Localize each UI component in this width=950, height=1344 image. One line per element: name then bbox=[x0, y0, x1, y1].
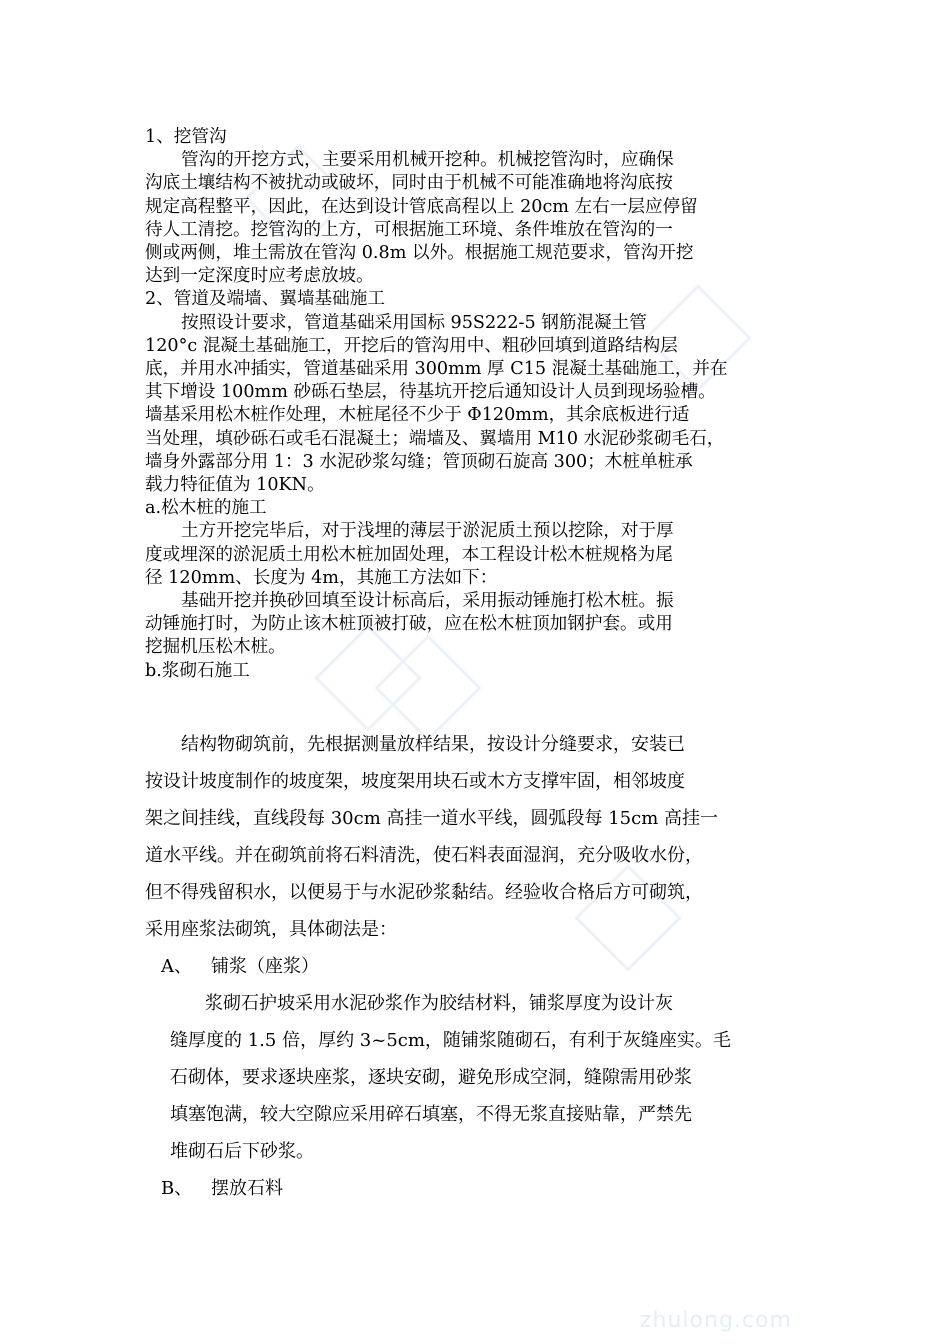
subheading-b bbox=[145, 1170, 835, 1207]
heading-2: 2、管道及端墙、翼墙基础施工 bbox=[145, 289, 385, 310]
paragraph-line: 架之间挂线，直线段每 30cm 高挂一道水平线，圆弧段每 15cm 高挂一 bbox=[145, 808, 718, 829]
paragraph-line: 道水平线。并在砌筑前将石料清洗，使石料表面湿润，充分吸收水份， bbox=[145, 845, 703, 866]
body-text-loose bbox=[145, 726, 835, 1207]
paragraph-line: 但不得残留积水，以便易于与水泥砂浆黏结。经验收合格后方可砌筑， bbox=[145, 882, 703, 903]
paragraph-line: 径 120mm、长度为 4m，其施工方法如下： bbox=[145, 567, 498, 588]
paragraph-line: 墙身外露部分用 1：3 水泥砂浆勾缝；管顶砌石旋高 300；木桩单桩承 bbox=[145, 451, 693, 472]
heading-a: a.松木桩的施工 bbox=[145, 498, 267, 519]
paragraph-line: 底，并用水冲插实，管道基础采用 300mm 厚 C15 混凝土基础施工，并在 bbox=[145, 359, 728, 380]
subheading-a-label: A、 bbox=[161, 956, 192, 977]
paragraph-line: 达到一定深度时应考虑放坡。 bbox=[145, 266, 374, 287]
heading-b: b.浆砌石施工 bbox=[145, 660, 250, 681]
paragraph-line: 当处理，填砂砾石或毛石混凝土；端墙及、翼墙用 M10 水泥砂浆砌毛石， bbox=[145, 428, 725, 449]
paragraph-line: 待人工清挖。挖管沟的上方，可根据施工环境、条件堆放在管沟的一 bbox=[145, 219, 673, 240]
paragraph-line: 动锤施打时，为防止该木桩顶被打破，应在松木桩顶加钢护套。或用 bbox=[145, 614, 673, 635]
paragraph-line: 土方开挖完毕后，对于浅埋的薄层于淤泥质土预以挖除，对于厚 bbox=[181, 521, 674, 542]
watermark-text: zhulong.com bbox=[640, 1308, 792, 1333]
paragraph-line: 挖掘机压松木桩。 bbox=[145, 637, 286, 658]
subheading-b-title: 摆放石料 bbox=[211, 1178, 283, 1199]
subheading-b-label: B、 bbox=[161, 1178, 193, 1199]
paragraph-line: 规定高程整平，因此，在达到设计管底高程以上 20cm 左右一层应停留 bbox=[145, 196, 698, 217]
paragraph-line: 120°c 混凝土基础施工，开挖后的管沟用中、粗砂回填到道路结构层 bbox=[145, 335, 678, 356]
paragraph-line: 沟底土壤结构不被扰动或破坏，同时由于机械不可能准确地将沟底按 bbox=[145, 173, 673, 194]
paragraph-line: 填塞饱满，较大空隙应采用碎石填塞，不得无浆直接贴靠，严禁先 bbox=[170, 1104, 692, 1125]
paragraph-line: 按照设计要求，管道基础采用国标 95S222-5 钢筋混凝土管 bbox=[181, 312, 647, 333]
paragraph-line: 缝厚度的 1.5 倍，厚约 3~5cm，随铺浆随砌石，有利于灰缝座实。毛 bbox=[170, 1030, 731, 1051]
paragraph-line: 管沟的开挖方式，主要采用机械开挖种。机械挖管沟时，应确保 bbox=[181, 150, 674, 171]
paragraph-line: 浆砌石护坡采用水泥砂浆作为胶结材料，铺浆厚度为设计灰 bbox=[205, 993, 673, 1014]
subheading-a-title: 铺浆（座浆） bbox=[211, 956, 319, 977]
paragraph-line: 其下增设 100mm 砂砾石垫层，待基坑开挖后通知设计人员到现场验槽。 bbox=[145, 382, 716, 403]
paragraph-line: 基础开挖并换砂回填至设计标高后，采用振动锤施打松木桩。振 bbox=[181, 591, 674, 612]
paragraph-line: 石砌体，要求逐块座浆，逐块安砌，避免形成空洞，缝隙需用砂浆 bbox=[170, 1067, 692, 1088]
paragraph-line: 墙基采用松木桩作处理，木桩尾径不少于 Φ120mm，其余底板进行适 bbox=[145, 405, 690, 426]
paragraph-line: 结构物砌筑前，先根据测量放样结果，按设计分缝要求，安装已 bbox=[181, 734, 685, 755]
heading-1: 1、挖管沟 bbox=[145, 127, 227, 147]
paragraph-line: 按设计坡度制作的坡度架，坡度架用块石或木方支撑牢固，相邻坡度 bbox=[145, 771, 685, 792]
paragraph-line: 侧或两侧，堆土需放在管沟 0.8m 以外。根据施工规范要求，管沟开挖 bbox=[145, 243, 694, 264]
paragraph-line: 载力特征值为 10KN。 bbox=[145, 475, 325, 496]
paragraph-line: 采用座浆法砌筑，具体砌法是： bbox=[145, 919, 397, 940]
subheading-a bbox=[145, 948, 835, 985]
body-text-dense bbox=[145, 126, 825, 683]
paragraph-line: 堆砌石后下砂浆。 bbox=[170, 1141, 314, 1162]
paragraph-line: 度或埋深的淤泥质土用松木桩加固处理，本工程设计松木桩规格为尾 bbox=[145, 544, 673, 565]
